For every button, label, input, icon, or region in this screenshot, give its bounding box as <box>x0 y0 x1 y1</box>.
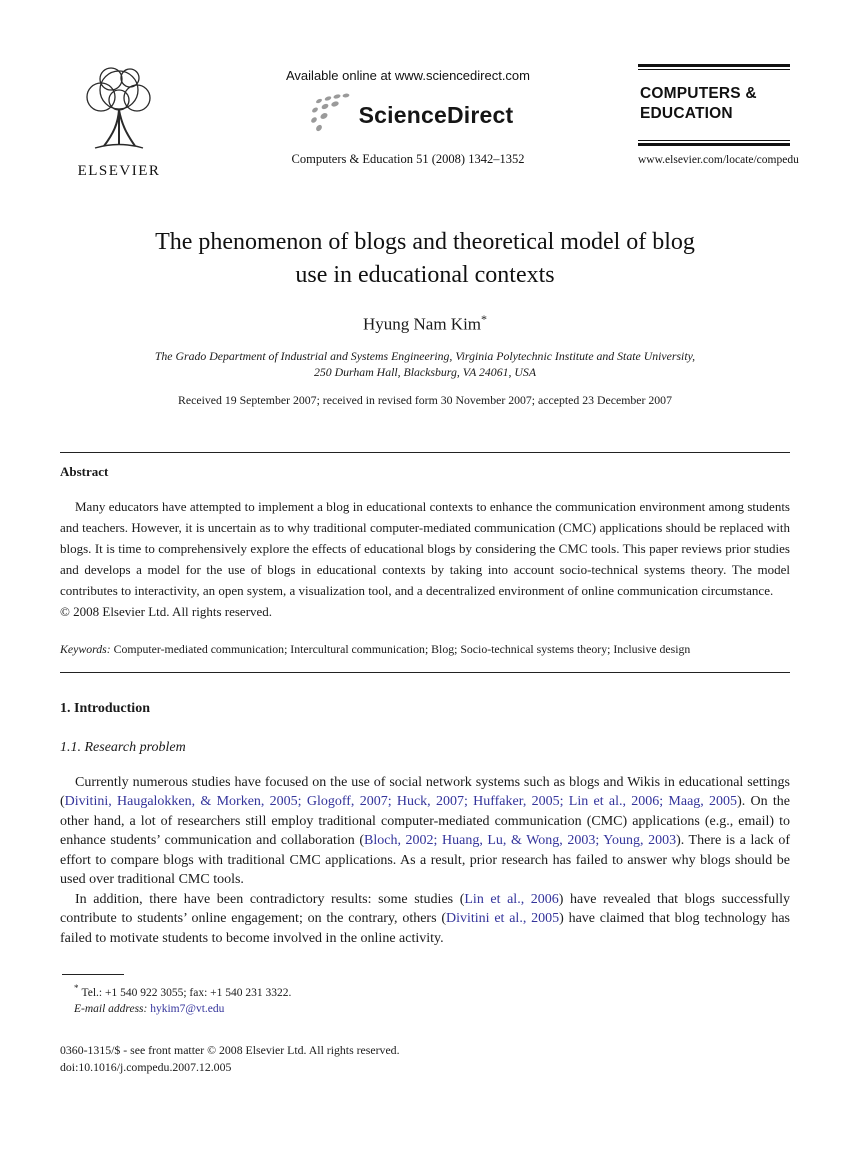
elsevier-logo <box>60 58 178 180</box>
citation-link[interactable]: Bloch, 2002; Huang, Lu, & Wong, 2003; Young, 2003 <box>364 833 677 849</box>
email-label: E-mail address: <box>74 1003 148 1016</box>
footnote-email-line <box>60 1001 790 1018</box>
email-link[interactable]: hykim7@vt.edu <box>150 1003 225 1016</box>
elsevier-tree-icon <box>73 143 165 160</box>
header-center <box>178 58 638 167</box>
footnote-marker: * <box>74 983 79 994</box>
intro-paragraph-2 <box>60 890 790 949</box>
affiliation-line1: The Grado Department of Industrial and Systems Engineering, Virginia Polytechnic Institute and State University, <box>154 348 696 363</box>
available-online-text: Available online at www.sciencedirect.com <box>286 68 530 83</box>
doi-line: doi:10.1016/j.compedu.2007.12.005 <box>60 1059 232 1074</box>
received-dates: Received 19 September 2007; received in revised form 30 November 2007; accepted 23 December 2007 <box>178 392 672 407</box>
sciencedirect-dots-icon <box>303 93 355 138</box>
abstract-bottom-rule <box>60 672 790 673</box>
journal-citation: Computers & Education 51 (2008) 1342–1352 <box>291 152 525 166</box>
journal-url-link[interactable]: www.elsevier.com/locate/compedu <box>638 154 799 167</box>
elsevier-logo-text: ELSEVIER <box>77 163 161 179</box>
sciencedirect-logo <box>303 93 514 138</box>
keywords-text: Computer-mediated communication; Intercultural communication; Blog; Socio-technical systems theory; Inclusive design <box>113 641 691 656</box>
journal-name-line1: COMPUTERS & <box>640 85 757 102</box>
keywords-line <box>60 642 790 657</box>
abstract-top-rule <box>60 452 790 453</box>
abstract-heading: Abstract <box>60 463 109 479</box>
issn-front-matter: 0360-1315/$ - see front matter © 2008 Elsevier Ltd. All rights reserved. <box>60 1042 400 1057</box>
journal-name-box <box>638 58 799 167</box>
author-footnote-marker[interactable]: * <box>481 312 488 326</box>
subsection-heading-research-problem: 1.1. Research problem <box>60 739 186 755</box>
keywords-label: Keywords: <box>60 641 111 656</box>
affiliation-line2: 250 Durham Hall, Blacksburg, VA 24061, USA <box>313 364 537 379</box>
bottom-matter <box>60 1042 790 1076</box>
article-title <box>60 226 790 292</box>
section-heading-introduction: 1. Introduction <box>60 700 150 716</box>
abstract-copyright: © 2008 Elsevier Ltd. All rights reserved. <box>60 603 273 619</box>
bottom-double-rule <box>638 140 790 146</box>
text-segment: ) have revealed that blogs successfully contribute to students’ online engagement; on the contrary, others ( <box>60 891 790 927</box>
affiliation <box>60 348 790 380</box>
text-segment: ). There is a lack of effort to compare blogs with traditional CMC applications. As a result, prior research has failed to answer why blogs should be used over traditional CMC tools. <box>60 833 790 888</box>
journal-name <box>638 70 790 140</box>
sciencedirect-logo-text: ScienceDirect <box>358 102 514 128</box>
text-segment: ) have claimed that blog technology has failed to motivate students to become involved in the online activity. <box>60 911 791 946</box>
journal-header <box>60 58 799 180</box>
author-line <box>60 312 790 335</box>
footnote-tel <box>60 980 790 1001</box>
author-name: Hyung Nam Kim <box>362 314 482 334</box>
article-title-line2: use in educational contexts <box>295 262 555 288</box>
citation-link[interactable]: Divitini et al., 2005 <box>445 911 560 927</box>
footnote-tel-text: Tel.: +1 540 922 3055; fax: +1 540 231 3322. <box>81 986 292 999</box>
abstract-text: Many educators have attempted to implement a blog in educational contexts to enhance the communication environment among students and teachers. However, it is uncertain as to why traditional computer-mediated communication (CMC) applications should be replaced with blogs. It is time to comprehensively explore the effects of educational blogs by considering the CMC tools. This paper reviews prior studies and develops a model for the use of blogs in educational contexts by taking into account socio-technical systems theory. The model contributes to interactivity, an open system, a visualization tool, and a decentralized environment of online communication circumstance. <box>60 498 790 598</box>
article-title-line1: The phenomenon of blogs and theoretical model of blog <box>155 229 695 255</box>
intro-paragraph-1 <box>60 773 790 890</box>
text-segment: Currently numerous studies have focused on the use of social network systems such as blogs and Wikis in educational settings ( <box>60 774 790 810</box>
text-segment: In addition, there have been contradictory results: some studies ( <box>75 891 465 907</box>
citation-link[interactable]: Divitini, Haugalokken, & Morken, 2005; Glogoff, 2007; Huck, 2007; Huffaker, 2005; Lin et al., 2006; Maag, 2005 <box>64 794 738 810</box>
footnote-rule <box>62 974 124 975</box>
citation-link[interactable]: Lin et al., 2006 <box>464 891 559 907</box>
title-block <box>60 226 790 408</box>
journal-name-line2: EDUCATION <box>640 105 733 123</box>
text-segment: ). On the other hand, a lot of researchers still employ traditional computer-mediated communication (CMC) applications (e.g., email) to enhance students’ communication and collaboration ( <box>60 794 790 849</box>
